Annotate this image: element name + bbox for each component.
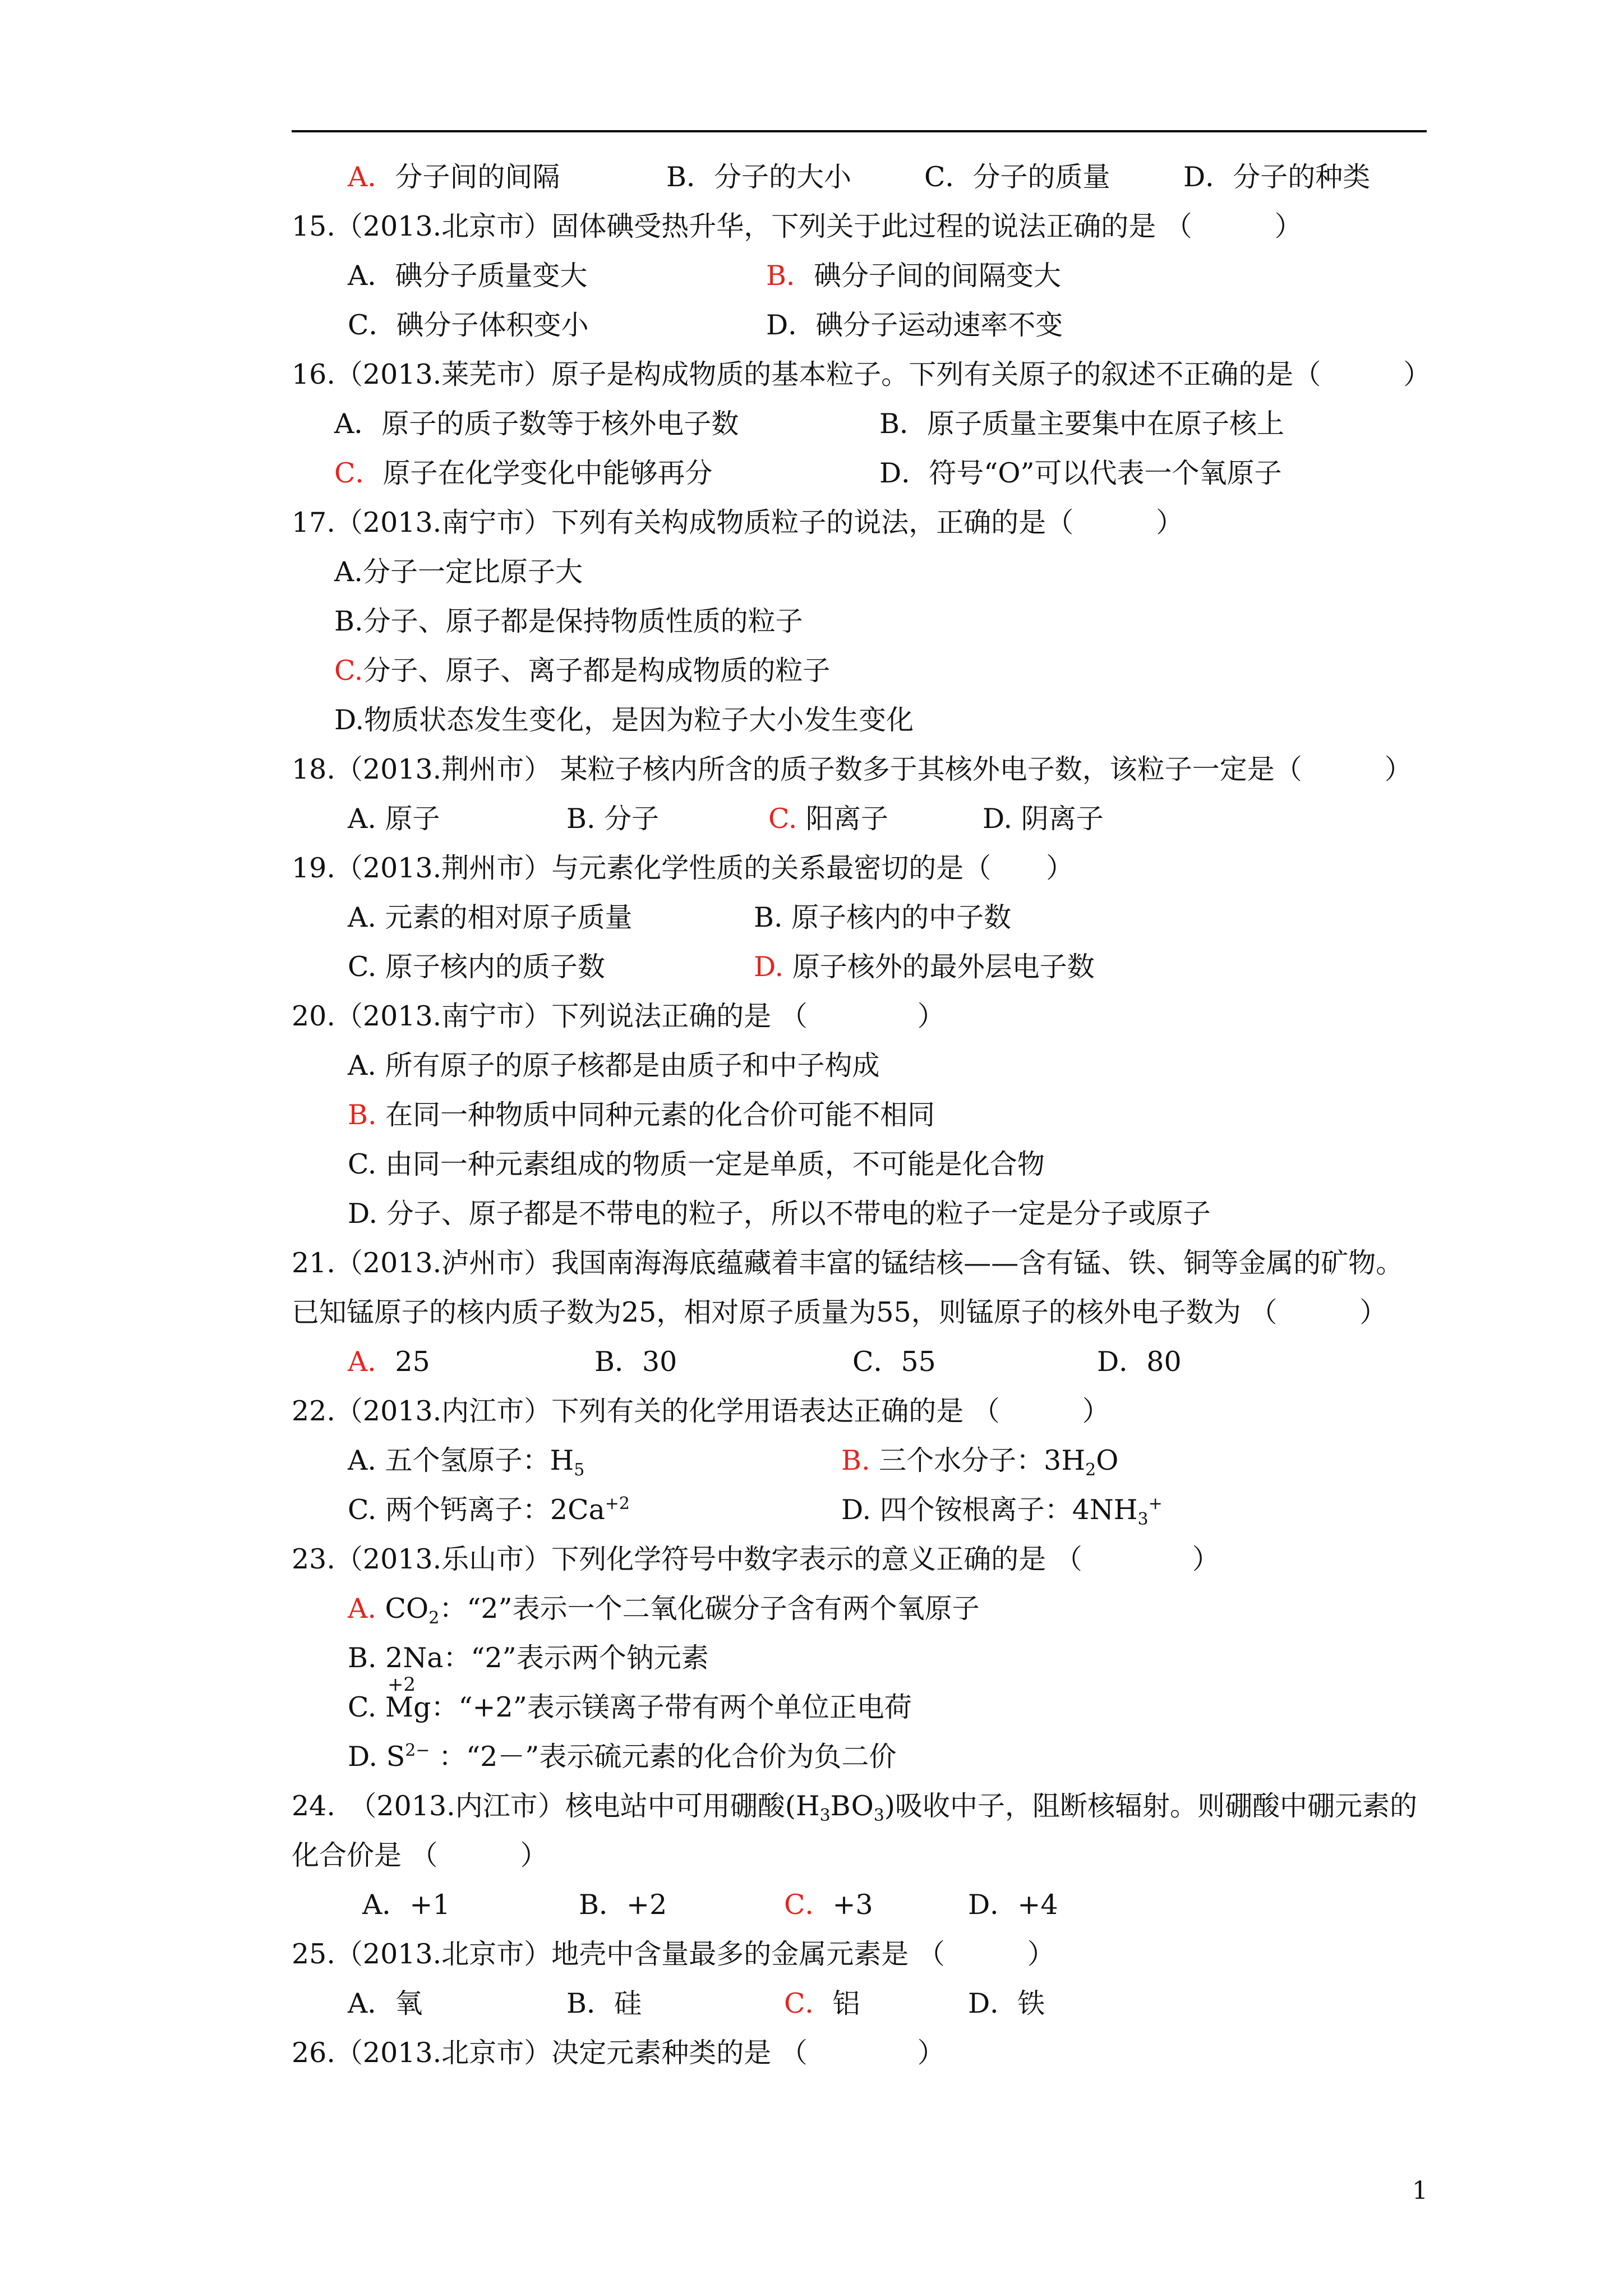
q25-stem: 25.（2013.北京市）地壳中含量最多的金属元素是 （ ） [292, 1938, 1055, 1970]
q15-option-d: D．碘分子运动速率不变 [766, 309, 1063, 341]
q17-option-b: B.分子、原子都是保持物质性质的粒子 [334, 605, 803, 637]
q24-option-d: D．+4 [968, 1889, 1058, 1921]
q16-option-c: C．原子在化学变化中能够再分 [334, 457, 713, 489]
q24-option-b: B．+2 [579, 1889, 667, 1921]
q20-option-b: B. 在同一种物质中同种元素的化合价可能不相同 [348, 1099, 935, 1131]
q21-option-a: A．25 [348, 1346, 430, 1378]
q14-option-a: A．分子间的间隔 [348, 161, 560, 193]
q21-stem-line2: 已知锰原子的核内质子数为25，相对原子质量为55，则锰原子的核外电子数为 （ ） [292, 1296, 1387, 1328]
q23-option-c: C. +2 Mg：“+2”表示镁离子带有两个单位正电荷 [348, 1683, 912, 1732]
q25-option-d: D．铁 [968, 1987, 1045, 2019]
q18-option-c: C. 阳离子 [768, 803, 888, 835]
q14-option-c: C．分子的质量 [924, 161, 1110, 193]
q20-stem: 20.（2013.南宁市）下列说法正确的是 （ ） [292, 1000, 945, 1032]
q24-option-c: C．+3 [784, 1889, 873, 1921]
q23-valence-mg: +2 Mg [385, 1673, 431, 1723]
q14-option-b: B．分子的大小 [666, 161, 852, 193]
q22-option-a: A. 五个氢原子：$H_5$ [348, 1444, 585, 1480]
q17-stem: 17.（2013.南宁市）下列有关构成物质粒子的说法，正确的是（ ） [292, 507, 1184, 539]
q14-option-d: D．分子的种类 [1183, 161, 1371, 193]
q24-option-a: A．+1 [362, 1889, 450, 1921]
q15-stem: 15.（2013.北京市）固体碘受热升华，下列关于此过程的说法正确的是 （ ） [292, 210, 1302, 242]
q22-option-b: B. 三个水分子：$3H_2O$ [841, 1444, 1119, 1480]
q15-option-b: B．碘分子间的间隔变大 [766, 260, 1062, 292]
q22-option-c: C. 两个钙离子：$2Ca^{+2}$ [348, 1494, 630, 1526]
q22-stem: 22.（2013.内江市）下列有关的化学用语表达正确的是 （ ） [292, 1395, 1110, 1427]
q21-stem-line1: 21.（2013.泸州市）我国南海海底蕴藏着丰富的锰结核——含有锰、铁、铜等金属的矿物。 [292, 1247, 1404, 1279]
q17-option-d: D.物质状态发生变化，是因为粒子大小发生变化 [334, 704, 914, 736]
q19-stem: 19.（2013.荆州市）与元素化学性质的关系最密切的是（ ） [292, 852, 1074, 884]
q15-option-a: A．碘分子质量变大 [348, 260, 588, 292]
q19-option-c: C. 原子核内的质子数 [348, 951, 605, 983]
q23-option-a: A. $CO_2$：“2”表示一个二氧化碳分子含有两个氧原子 [348, 1593, 980, 1628]
q20-option-d: D. 分子、原子都是不带电的粒子，所以不带电的粒子一定是分子或原子 [348, 1198, 1211, 1230]
q25-option-a: A．氧 [348, 1987, 423, 2019]
q16-option-b: B．原子质量主要集中在原子核上 [879, 408, 1285, 440]
header-rule [292, 130, 1427, 132]
q21-option-d: D．80 [1097, 1346, 1182, 1378]
page-number: 1 [1412, 2177, 1428, 2205]
q19-option-d: D. 原子核外的最外层电子数 [754, 951, 1095, 983]
q20-option-c: C. 由同一种元素组成的物质一定是单质，不可能是化合物 [348, 1148, 1045, 1180]
q18-option-d: D. 阴离子 [983, 803, 1104, 835]
q19-option-b: B. 原子核内的中子数 [754, 901, 1012, 933]
q18-option-a: A. 原子 [348, 803, 440, 835]
q23-option-d: D. $S^{2-}$ ：“2－”表示硫元素的化合价为负二价 [348, 1741, 897, 1773]
q24-stem-line2: 化合价是 （ ） [292, 1839, 548, 1871]
q16-option-a: A．原子的质子数等于核外电子数 [334, 408, 739, 440]
q26-stem: 26.（2013.北京市）决定元素种类的是 （ ） [292, 2037, 945, 2069]
q16-stem: 16.（2013.莱芜市）原子是构成物质的基本粒子。下列有关原子的叙述不正确的是（ ） [292, 358, 1431, 390]
q17-option-c: C.分子、原子、离子都是构成物质的粒子 [334, 655, 831, 687]
q16-option-d: D．符号“O”可以代表一个氧原子 [879, 457, 1282, 489]
q25-option-c: C．铝 [784, 1987, 860, 2019]
q20-option-a: A. 所有原子的原子核都是由质子和中子构成 [348, 1050, 880, 1082]
q23-stem: 23.（2013.乐山市）下列化学符号中数字表示的意义正确的是 （ ） [292, 1543, 1220, 1575]
q19-option-a: A. 元素的相对原子质量 [348, 901, 633, 933]
q24-stem-line1: 24. （2013.内江市）核电站中可用硼酸$(H_3BO_3)$吸收中子，阻断核辐射。则硼酸中硼元素的 [292, 1790, 1417, 1825]
q17-option-a: A.分子一定比原子大 [334, 556, 583, 588]
q23-option-b: B. 2Na：“2”表示两个钠元素 [348, 1642, 709, 1674]
q22-option-d: D. 四个铵根离子：$4NH_3^+$ [841, 1494, 1163, 1529]
q21-option-c: C．55 [852, 1346, 936, 1378]
q18-stem: 18.（2013.荆州市） 某粒子核内所含的质子数多于其核外电子数，该粒子一定是（ ） [292, 753, 1412, 785]
q25-option-b: B．硅 [566, 1987, 642, 2019]
q21-option-b: B．30 [594, 1346, 677, 1378]
q15-option-c: C．碘分子体积变小 [348, 309, 589, 341]
q18-option-b: B. 分子 [566, 803, 660, 835]
